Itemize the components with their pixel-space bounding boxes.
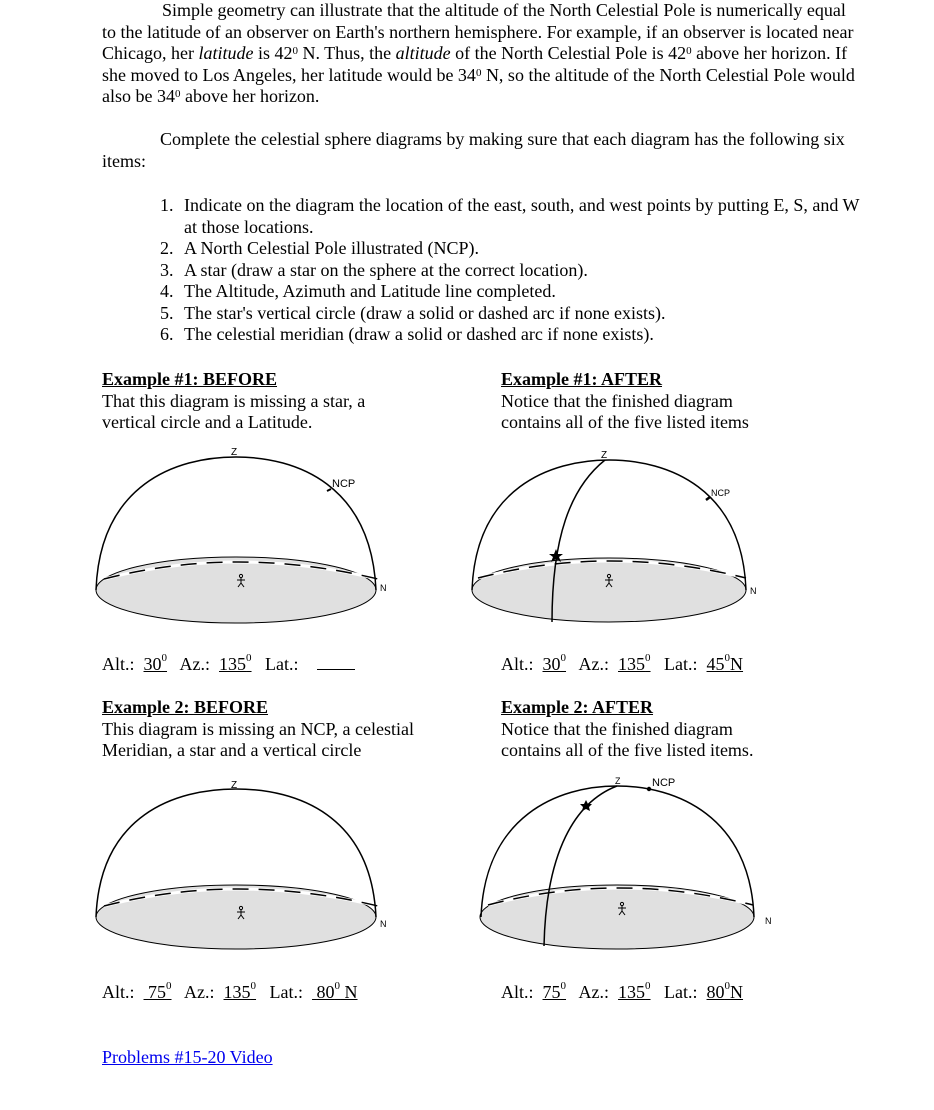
list-item: 4. The Altitude, Azimuth and Latitude line completed. [160,281,556,301]
alt-value: $30^0$ [542,652,567,674]
problems-video-link[interactable]: Problems #15-20 Video [102,1047,273,1067]
az-value: $135^0$ [223,980,257,1002]
instructions-paragraph: Complete the celestial sphere diagrams by making sure that each diagram has the following six items: [102,129,845,171]
list-item: 3. A star (draw a star on the sphere at the correct location). [160,259,588,280]
az-value: $135^0$ [618,652,651,674]
stats-ex2-after: Alt.: $75^0$ Az.: $135^0$ Lat.: $80^0N$ [501,980,744,1002]
ncp-point [647,787,651,791]
lat-blank [317,655,355,670]
zenith-label: Z [601,450,608,461]
list-item: 1. Indicate on the diagram the location of the east, south, and west points by putting E, S, and W at those locations. [160,195,860,237]
requirements-list [160,195,860,346]
ncp-label: NCP [652,777,676,789]
example-2-before-title: Example 2: BEFORE [102,697,269,717]
alt-value: $75^0$ [148,980,172,1002]
horizon-plane [480,885,754,949]
list-item: 5. The star's vertical circle (draw a solid or dashed arc if none exists). [160,302,666,323]
stats-ex2-before: Alt.: $75^0$ Az.: $135^0$ Lat.: $80^0$ N [102,980,358,1002]
example-2-after-desc: Notice that the finished diagram contains all of the five listed items. [501,718,754,760]
lat-value: $45^0N$ [706,652,744,674]
diagram-ex2-before [95,775,395,960]
stats-ex1-after: Alt.: $30^0$ Az.: $135^0$ Lat.: $45^0N$ [501,652,744,674]
lat-value: $80^0N$ [706,980,744,1002]
example-2-before-desc: This diagram is missing an NCP, a celestial Meridian, a star and a vertical circle [102,718,414,760]
example-2-after-title: Example 2: AFTER [501,697,654,717]
example-2-after-caption [501,697,881,762]
example-2-before-caption [102,697,482,762]
zenith-label: Z [615,776,621,786]
ncp-label: NCP [711,488,731,498]
north-label: N [380,919,387,929]
north-label: N [380,583,387,593]
diagram-ex2-after [480,772,780,957]
zenith-label: Z [231,780,238,791]
intro-paragraph: Simple geometry can illustrate that the altitude of the North Celestial Pole is numerically equal to the latitude of an observer on Earth's northern hemisphere. For example, if an observer is located near Chicago, her latitude is $42^0$ N. Thus, the altitude of the North Celestial Pole is $42^0$ above her horizon. If she moved to Los Angeles, her latitude would be $34^0$ N, so the altitude of the North Celestial Pole would also be $34^0$ above her horizon. [102,0,855,106]
diagram-ex1-before [95,445,395,630]
az-value: $135^0$ [618,980,651,1002]
example-1-after-title: Example #1: AFTER [501,369,663,389]
horizon-plane [96,885,376,949]
example-1-before-caption [102,369,482,434]
az-value: $135^0$ [219,652,252,674]
north-label: N [750,586,757,596]
horizon-plane [96,557,376,623]
zenith-label: Z [231,447,238,458]
lat-value: $80^0$ N [316,980,358,1002]
example-1-after-desc: Notice that the finished diagram contains all of the five listed items [501,390,749,432]
list-item: 2. A North Celestial Pole illustrated (NCP). [160,238,479,258]
ncp-point [706,497,710,500]
example-1-after-caption [501,369,881,434]
horizon-plane [472,558,746,622]
north-label: N [765,916,772,926]
stats-ex1-before: Alt.: $30^0$ Az.: $135^0$ Lat.: [102,654,355,675]
ncp-label: NCP [332,478,356,490]
diagram-ex1-after [470,448,770,633]
alt-value: $75^0$ [542,980,567,1002]
ncp-point [327,489,331,491]
example-1-before-desc: That this diagram is missing a star, a vertical circle and a Latitude. [102,390,366,432]
list-item: 6. The celestial meridian (draw a solid or dashed arc if none exists). [160,324,654,344]
alt-value: $30^0$ [143,652,168,674]
example-1-before-title: Example #1: BEFORE [102,369,278,389]
